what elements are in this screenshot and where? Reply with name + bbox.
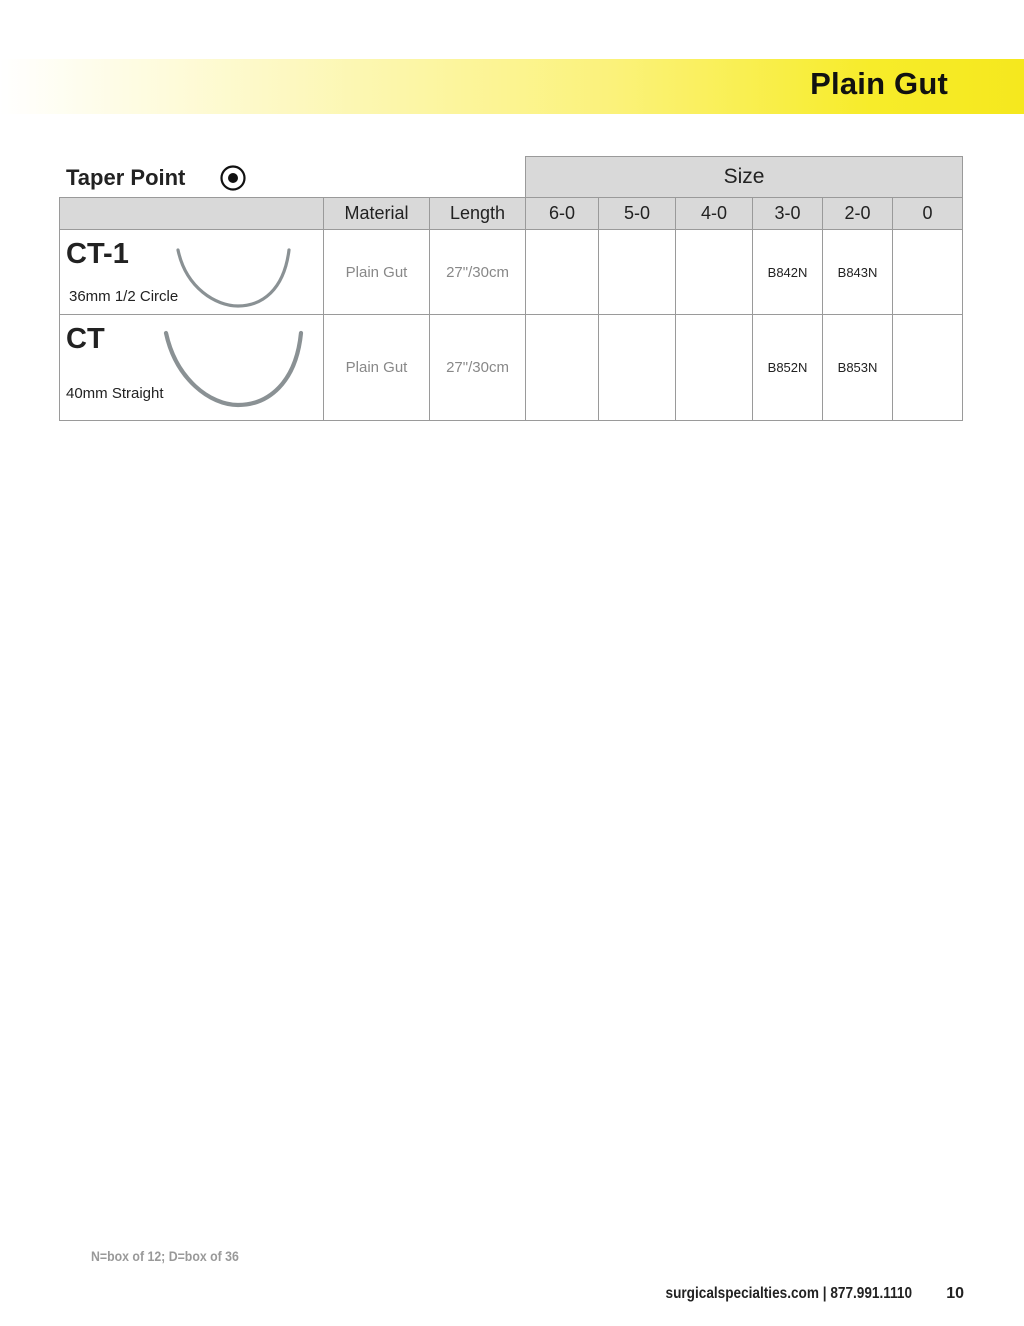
product-code-cell: B853N: [823, 315, 893, 421]
product-code-cell: B852N: [753, 315, 823, 421]
size-column-header: 3-0: [753, 198, 823, 230]
page-number: 10: [946, 1285, 964, 1302]
table-row: [60, 230, 963, 315]
product-code-cell: [676, 315, 753, 421]
footer-contact: surgicalspecialties.com | 877.991.1110: [665, 1285, 912, 1302]
length-cell: 27"/30cm: [430, 315, 526, 421]
product-code-cell: [893, 315, 963, 421]
size-column-header: 6-0: [526, 198, 599, 230]
product-code-cell: B842N: [753, 230, 823, 315]
needle-column-header: [60, 198, 324, 230]
material-cell: Plain Gut: [324, 315, 430, 421]
needle-name: CT-1: [66, 238, 129, 270]
size-column-header: 4-0: [676, 198, 753, 230]
product-code-cell: [893, 230, 963, 315]
size-column-header: 2-0: [823, 198, 893, 230]
length-column-header: Length: [430, 198, 526, 230]
product-code-cell: [526, 230, 599, 315]
table-row: [60, 315, 963, 421]
page-footer: [622, 1285, 964, 1303]
size-column-header: 5-0: [599, 198, 676, 230]
material-cell: Plain Gut: [324, 230, 430, 315]
section-title: Taper Point: [66, 165, 186, 190]
length-cell: 27"/30cm: [430, 230, 526, 315]
size-header: Size: [526, 157, 963, 198]
product-code-cell: [599, 315, 676, 421]
footnote: N=box of 12; D=box of 36: [91, 1248, 239, 1264]
needle-description: 36mm 1/2 Circle: [69, 288, 179, 305]
curved-needle-icon: [172, 244, 294, 310]
page-title: Plain Gut: [810, 66, 948, 101]
needle-name: CT: [66, 323, 105, 355]
product-code-cell: [526, 315, 599, 421]
table-blank-corner: [60, 157, 526, 198]
needle-cell: [60, 230, 324, 315]
material-column-header: Material: [324, 198, 430, 230]
size-column-header: 0: [893, 198, 963, 230]
product-code-cell: [676, 230, 753, 315]
product-code-cell: [599, 230, 676, 315]
curved-needle-icon: [160, 327, 308, 409]
product-table: [59, 156, 963, 421]
needle-description: 40mm Straight: [66, 385, 164, 402]
needle-cell: [60, 315, 324, 421]
product-code-cell: B843N: [823, 230, 893, 315]
